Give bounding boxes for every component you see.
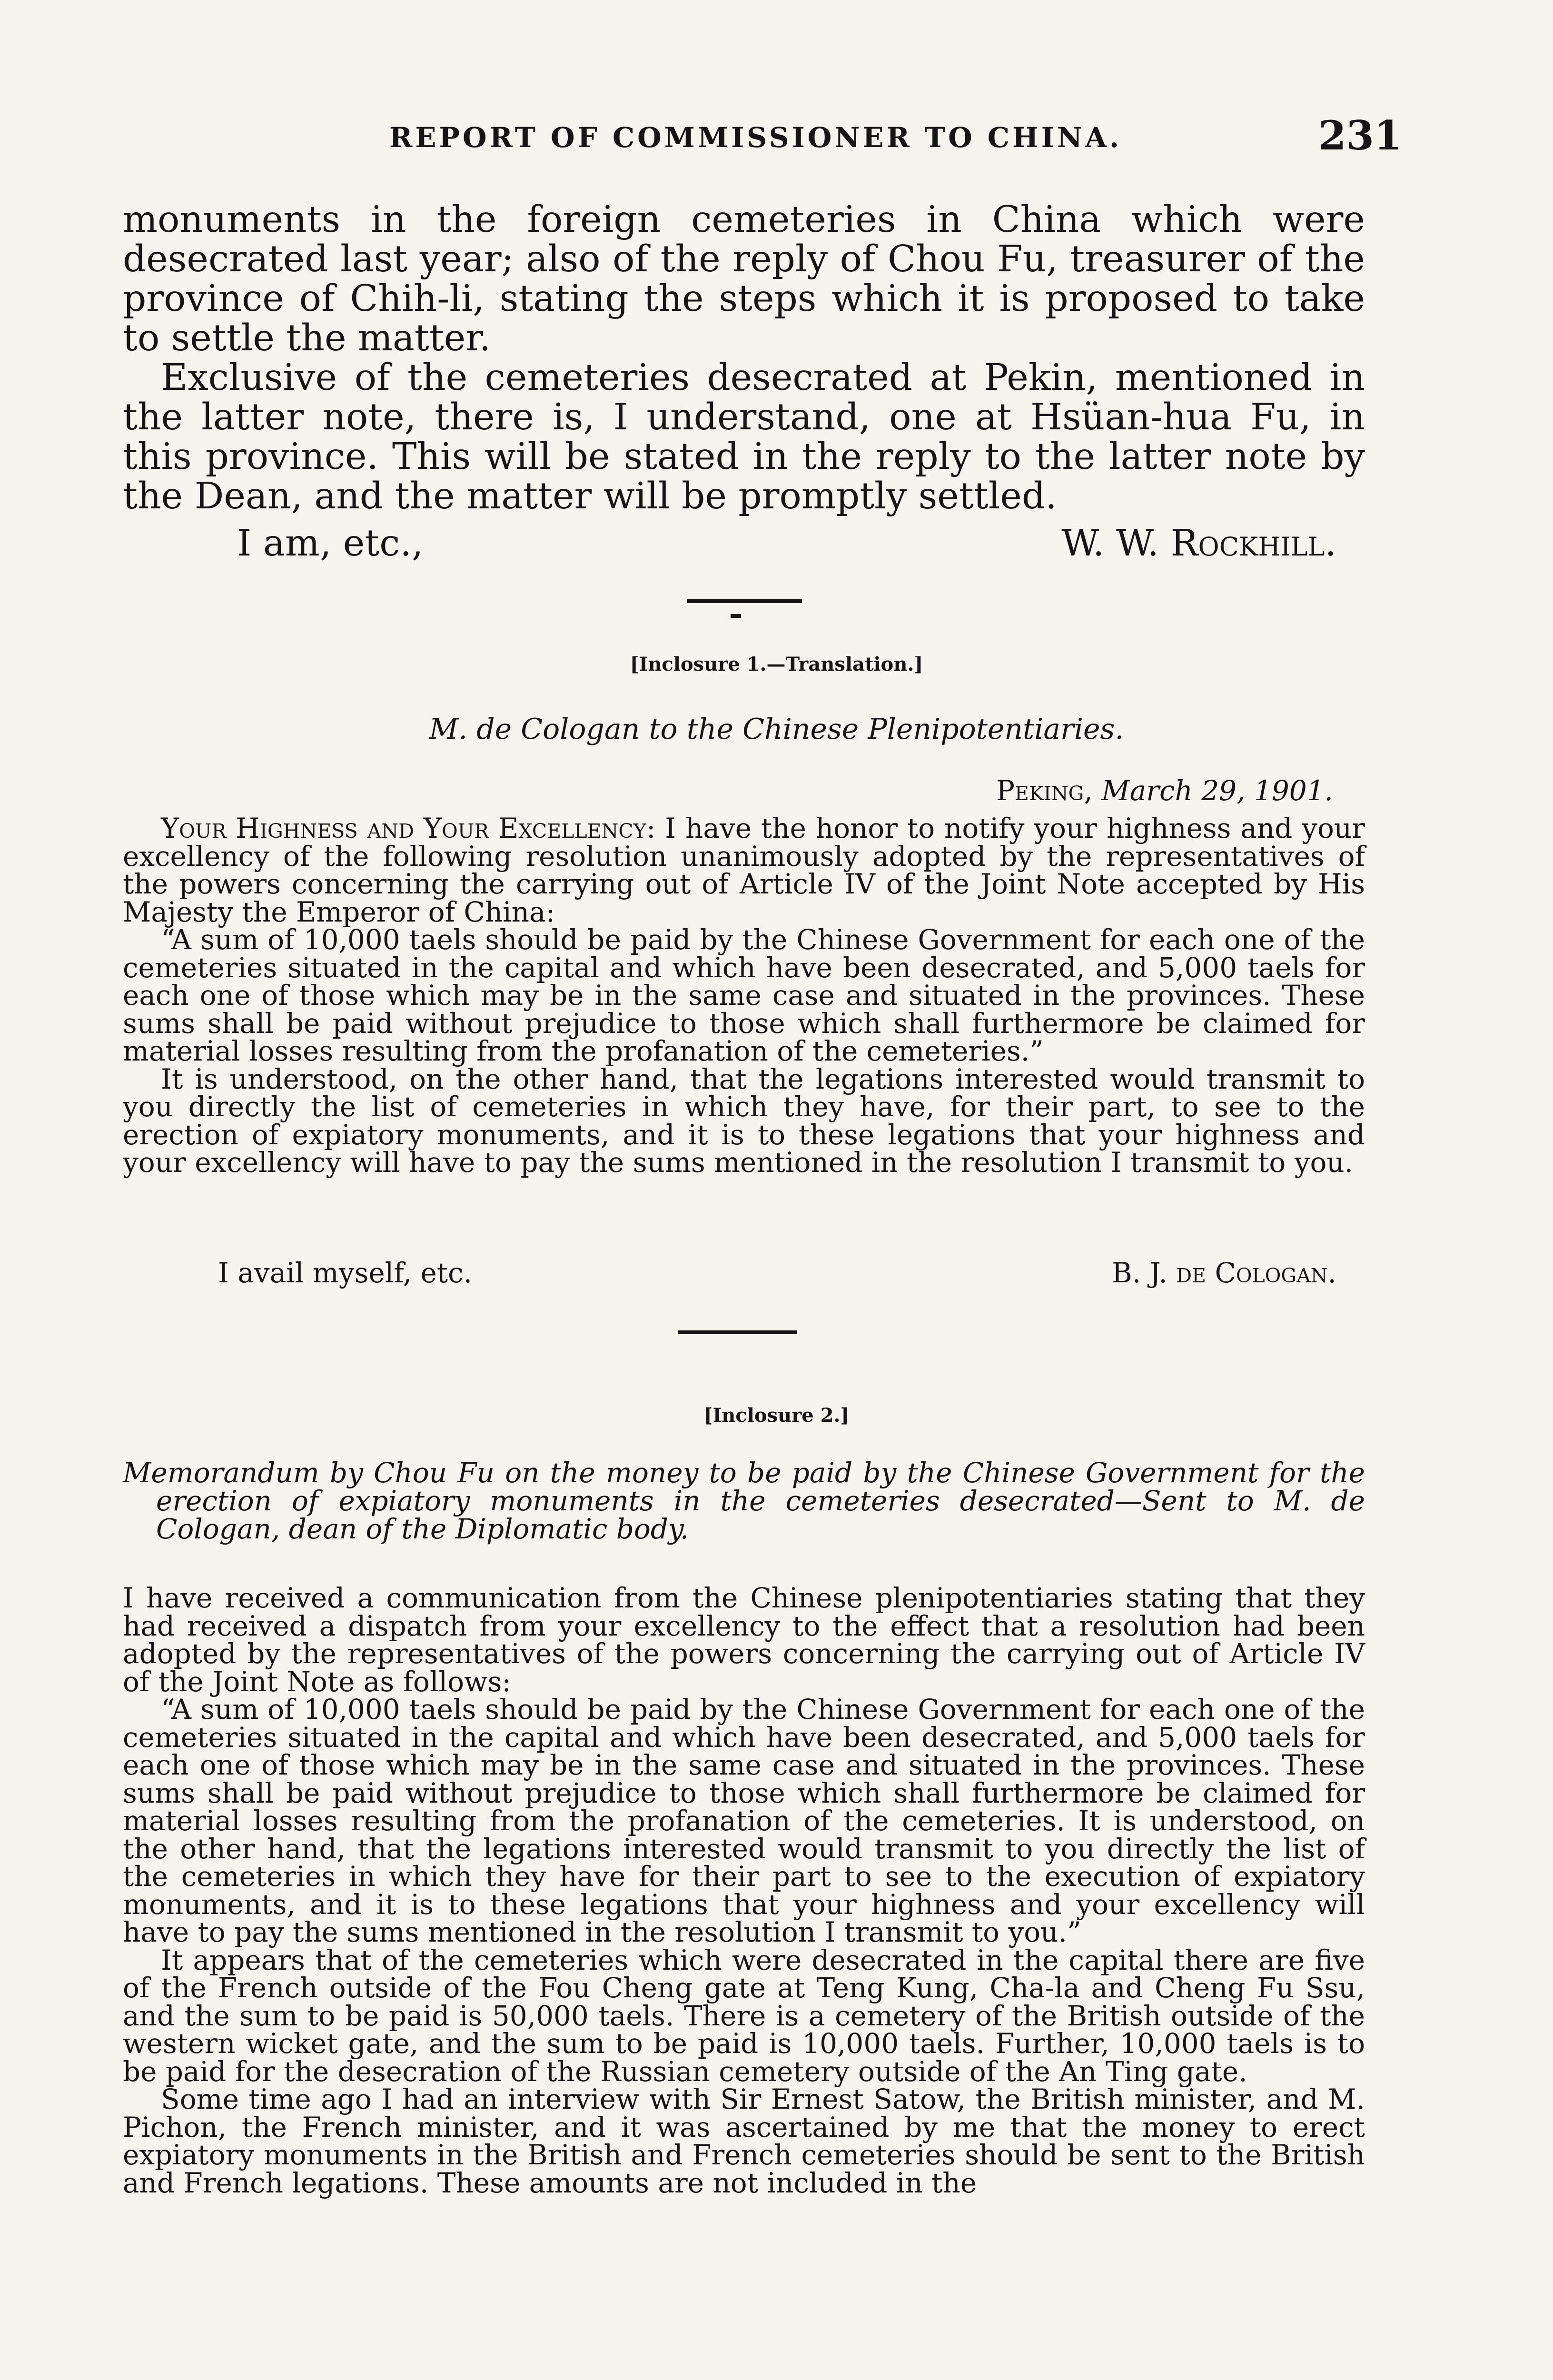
running-head: REPORT OF COMMISSIONER TO CHINA.: [389, 121, 1122, 154]
dateline-place: Peking,: [996, 774, 1093, 807]
letter-paragraph: monuments in the foreign cemeteries in China which were desecrated last year; also of the reply of Chou Fu, treasurer of the province of Chih-li, stating the steps which it is proposed to take to settle the matter.: [123, 198, 1365, 359]
inclosure-1-paragraph: I have the honor to notify your highness and your excellency of the following resolution unanimously adopted by the representatives of the powers concerning the carrying out of Article IV of the Joint Note accepted by His Majesty the Emperor of China:: [123, 812, 1365, 928]
letter-signature-row: [123, 522, 1336, 565]
inclosure-1-dateline: [996, 774, 1333, 807]
inclosure-1-label: [Inclosure 1.—Translation.]: [630, 653, 923, 675]
letter-body: [123, 200, 1365, 516]
letter-closing: I am, etc.,: [237, 522, 424, 565]
dateline-date: March 29, 1901.: [1101, 774, 1333, 807]
inclosure-1-signature-row: [123, 1257, 1336, 1290]
resolution-quote: “A sum of 10,000 taels should be paid by the Chinese Government for each one of the cemeteries situated in the capital and which have been desecrated, and 5,000 taels for each one of those which may be in the same case and situated in the provinces. These sums shall be paid without prejudice to those which shall furthermore be claimed for material losses resulting from the profanation of the cemeteries.”: [123, 923, 1365, 1067]
inclosure-2-label: [Inclosure 2.]: [703, 1404, 850, 1427]
section-divider: [687, 599, 802, 603]
inclosure-1-closing: I avail myself, etc.: [218, 1257, 473, 1289]
memorandum-title: Memorandum by Chou Fu on the money to be paid by the Chinese Government for the erection of expiatory monuments in the cemeteries desecrated—Sent to M. de Cologan, dean of the Diplomatic body.: [123, 1457, 1365, 1545]
letter-paragraph: Exclusive of the cemeteries desecrated at Pekin, mentioned in the latter note, there is, I understand, one at Hsüan-hua Fu, in this province. This will be stated in the reply to the latter note by the Dean, and the matter will be promptly settled.: [123, 357, 1365, 517]
page-number: 231: [1318, 112, 1402, 159]
salutation: Your Highness and Your Excellency:: [161, 812, 656, 844]
memorandum-body: [123, 1584, 1365, 2197]
inclosure-1-signature: B. J. de Cologan.: [1112, 1257, 1336, 1289]
letter-signature: W. W. Rockhill.: [1061, 522, 1336, 565]
memorandum-quote: “A sum of 10,000 taels should be paid by the Chinese Government for each one of the cemeteries situated in the capital and which have been desecrated, and 5,000 taels for each one of those which may be in the same case and situated in the provinces. These sums shall be paid without prejudice to those which shall furthermore be claimed for material losses resulting from the profanation of the cemeteries. It is understood, on the other hand, that the legations interested would transmit to you directly the list of the cemeteries in which they have for their part to see to the execution of expiatory monuments, and it is to these legations that your highness and your excellency will have to pay the sums mentioned in the resolution I transmit to you.”: [123, 1693, 1365, 1948]
inclosure-1-body: [123, 814, 1365, 1177]
memorandum-paragraph: I have received a communication from the Chinese plenipotentiaries stating that they had received a dispatch from your excellency to the effect that a resolution had been adopted by the representatives of the powers concerning the carrying out of Article IV of the Joint Note as follows:: [123, 1582, 1365, 1698]
section-divider: [678, 1330, 797, 1334]
memorandum-paragraph: Some time ago I had an interview with Sir Ernest Satow, the British minister, and M. Pichon, the French minister, and it was ascertained by me that the money to erect expiatory monuments in the British and French cemeteries should be sent to the British and French legations. These amounts are not included in the: [123, 2083, 1365, 2199]
inclosure-1-addressee: M. de Cologan to the Chinese Plenipotentiaries.: [429, 713, 1124, 746]
printer-mark: [731, 614, 741, 618]
memorandum-paragraph: It appears that of the cemeteries which were desecrated in the capital there are five of the French outside of the Fou Cheng gate at Teng Kung, Cha-la and Cheng Fu Ssu, and the sum to be paid is 50,000 taels. There is a cemetery of the British outside of the western wicket gate, and the sum to be paid is 10,000 taels. Further, 10,000 taels is to be paid for the desecration of the Russian cemetery outside of the An Ting gate.: [123, 1944, 1365, 2088]
inclosure-1-paragraph: It is understood, on the other hand, that the legations interested would transmit to you directly the list of cemeteries in which they have, for their part, to see to the erection of expiatory monuments, and it is to these legations that your highness and your excellency will have to pay the sums mentioned in the resolution I transmit to you.: [123, 1062, 1365, 1179]
